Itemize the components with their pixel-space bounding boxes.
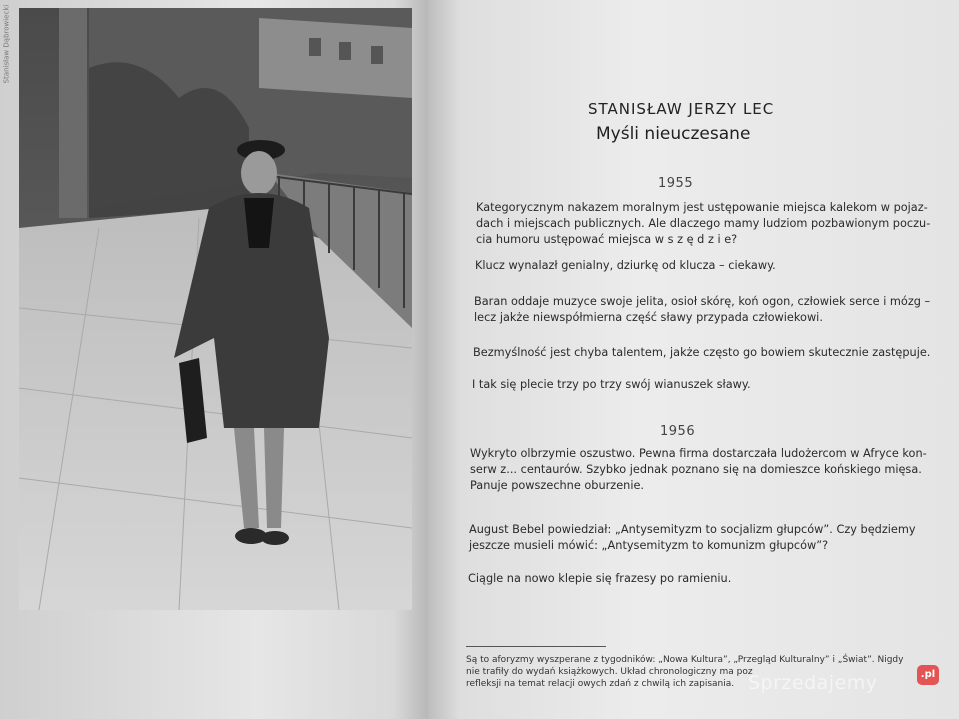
aphorism-paragraph [470,446,930,494]
left-page [0,0,428,719]
aphorism-paragraph [474,294,934,326]
aphorism-paragraph [472,377,932,393]
watermark-text: Sprzedajemy [748,672,878,694]
footnote-line: refleksji na temat relacji owych zdań z chwilą ich zapisania. [466,679,735,689]
section-year: 1956 [660,424,696,439]
footnote-divider [466,646,606,647]
aphorism-paragraph [469,522,929,554]
aphorism-line: Kategorycznym nakazem moralnym jest ustępowanie miejsca kalekom w pojaz- [476,201,928,214]
watermark-badge: .pl [917,665,939,685]
aphorism-paragraph [468,571,928,587]
aphorism-line: dach i miejscach publicznych. Ale dlaczego mamy ludziom pozbawionym poczu- [476,217,931,230]
footnote-line: Są to aforyzmy wyszperane z tygodników: „Nowa Kultura”, „Przegląd Kulturalny” i „Świat”. Nigdy [466,655,904,665]
aphorism-line: lecz jakże niewspółmierna część sławy przypada człowiekowi. [474,311,823,324]
aphorism-line: Panuje powszechne oburzenie. [470,479,644,492]
portrait-photo [19,8,412,610]
aphorism-paragraph [475,258,935,274]
aphorism-line: August Bebel powiedział: „Antysemityzm to socjalizm głupców”. Czy będziemy [469,523,916,536]
aphorism-line: jeszcze musieli mówić: „Antysemityzm to komunizm głupców”? [469,539,829,552]
footnote-line: nie trafiły do wydań książkowych. Układ chronologiczny ma poz [466,667,753,677]
aphorism-line: Ciągle na nowo klepie się frazesy po ramieniu. [468,572,732,585]
aphorism-line: cia humoru ustępować miejsca w s z ę d z i e? [476,233,738,246]
aphorism-paragraph [476,200,936,248]
aphorism-paragraph [473,345,933,361]
author-name: STANISŁAW JERZY LEC [588,100,775,118]
section-year: 1955 [658,176,694,191]
book-title: Myśli nieuczesane [596,124,751,144]
aphorism-line: Bezmyślność jest chyba talentem, jakże często go bowiem skutecznie zastępuje. [473,346,931,359]
aphorism-line: Klucz wynalazł genialny, dziurkę od klucza – ciekawy. [475,259,776,272]
aphorism-line: I tak się plecie trzy po trzy swój wianuszek sławy. [472,378,751,391]
aphorism-line: Wykryto olbrzymie oszustwo. Pewna firma dostarczała ludożercom w Afryce kon- [470,447,927,460]
photo-credit: Stanisław Dąbrowiecki [2,4,11,84]
aphorism-line: Baran oddaje muzyce swoje jelita, osioł skórę, koń ogon, człowiek serce i mózg – [474,295,931,308]
aphorism-line: serw z... centaurów. Szybko jednak poznano się na domieszce końskiego mięsa. [470,463,922,476]
